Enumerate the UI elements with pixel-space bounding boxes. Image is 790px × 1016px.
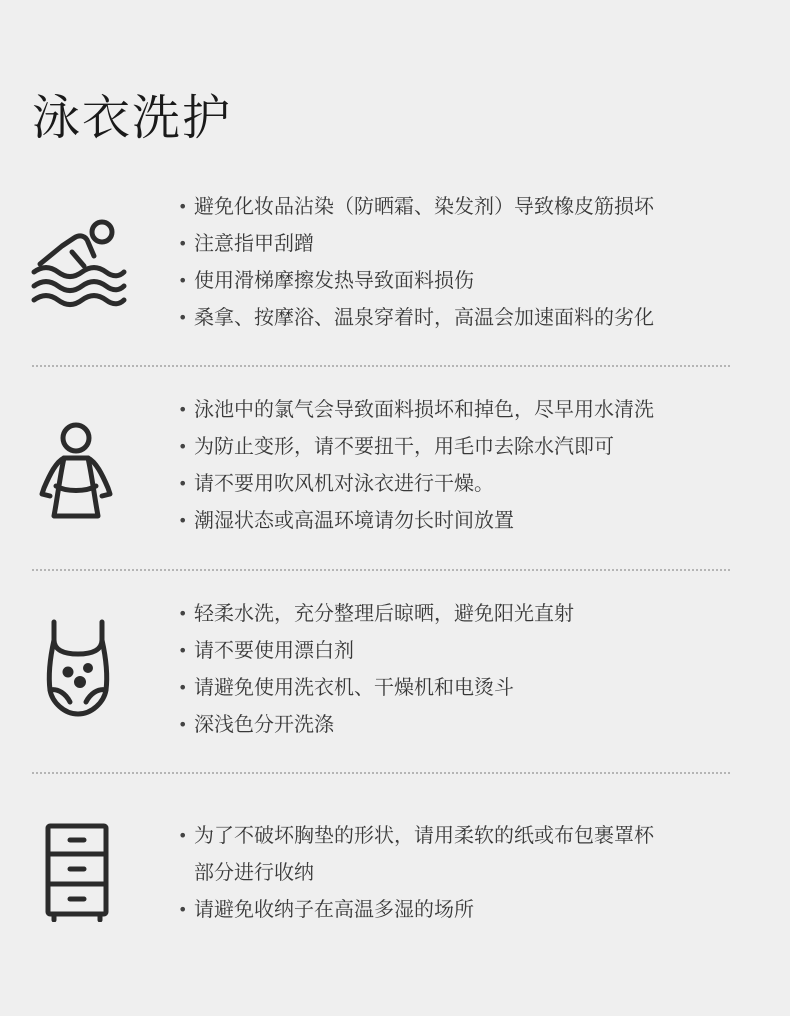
care-item: • 深浅色分开洗涤	[178, 706, 574, 743]
care-item: • 请不要用吹风机对泳衣进行干燥。	[178, 465, 654, 502]
care-list	[178, 391, 654, 539]
care-item: • 为防止变形，请不要扭干，用毛巾去除水汽即可	[178, 428, 654, 465]
care-item: • 请避免收纳子在高温多湿的场所	[178, 891, 654, 928]
care-item: • 使用滑梯摩擦发热导致面料损伤	[178, 262, 654, 299]
care-list	[178, 188, 654, 336]
care-item: • 请避免使用洗衣机、干燥机和电烫斗	[178, 669, 574, 706]
section-divider	[32, 365, 730, 367]
section-divider	[32, 569, 730, 571]
person-towel-icon	[38, 422, 138, 522]
care-item-continuation: 部分进行收纳	[194, 860, 314, 884]
swimsuit-icon	[44, 618, 144, 718]
care-item: • 避免化妆品沾染（防晒霜、染发剂）导致橡皮筋损坏	[178, 188, 654, 225]
section-divider	[32, 772, 730, 774]
drawer-cabinet-icon	[44, 822, 144, 922]
care-item: • 轻柔水洗，充分整理后晾晒，避免阳光直射	[178, 595, 574, 632]
care-item: • 桑拿、按摩浴、温泉穿着时，高温会加速面料的劣化	[178, 299, 654, 336]
care-list	[178, 595, 574, 743]
care-item: • 注意指甲刮蹭	[178, 225, 654, 262]
page-title: 泳衣洗护	[32, 90, 233, 146]
swimmer-icon	[28, 216, 128, 308]
care-item: • 为了不破坏胸垫的形状，请用柔软的纸或布包裹罩杯	[178, 817, 654, 854]
care-item: • 潮湿状态或高温环境请勿长时间放置	[178, 502, 654, 539]
care-item: • 泳池中的氯气会导致面料损坏和掉色，尽早用水清洗	[178, 391, 654, 428]
care-list	[178, 817, 654, 928]
care-item: • 请不要使用漂白剂	[178, 632, 574, 669]
